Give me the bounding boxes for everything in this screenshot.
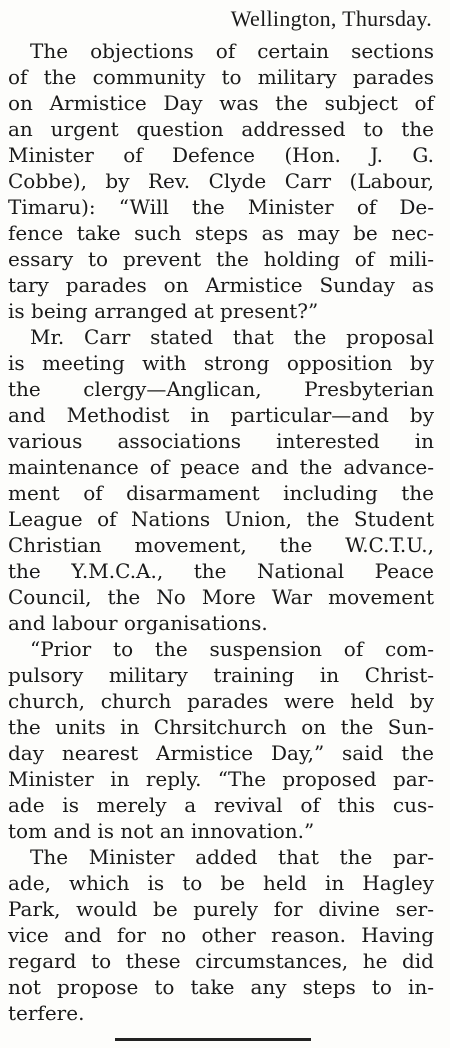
article-line: church, church parades were held by <box>8 689 434 713</box>
article-line: the Y.M.C.A., the National Peace <box>8 559 434 583</box>
article-line: The Minister added that the par- <box>30 845 434 869</box>
article-line: on Armistice Day was the subject of <box>8 91 434 115</box>
article-line: the clergy—Anglican, Presbyterian <box>8 377 434 401</box>
article-line: The objections of certain sections <box>30 39 434 63</box>
article-line: tom and is not an innovation.” <box>8 819 315 843</box>
article-line: of the community to military parades <box>8 65 434 89</box>
end-rule <box>115 1038 311 1041</box>
article-line: day nearest Armistice Day,” said the <box>8 741 434 765</box>
article-line: essary to prevent the holding of mili- <box>8 247 434 271</box>
article-line: an urgent question addressed to the <box>8 117 434 141</box>
article-line: Council, the No More War movement <box>8 585 434 609</box>
article-line: is being arranged at present?” <box>8 299 319 323</box>
article-line: tary parades on Armistice Sunday as <box>8 273 434 297</box>
article-line: pulsory military training in Christ- <box>8 663 434 687</box>
article-line: Timaru): “Will the Minister of De- <box>8 195 434 219</box>
article-line: maintenance of peace and the advance- <box>8 455 434 479</box>
dateline: Wellington, Thursday. <box>230 6 432 31</box>
article-line: regard to these circumstances, he did <box>8 949 434 973</box>
article-line: ade is merely a revival of this cus- <box>8 793 434 817</box>
article-line: various associations interested in <box>8 429 434 453</box>
article-line: Park, would be purely for divine ser- <box>8 897 434 921</box>
article-line: “Prior to the suspension of com- <box>30 637 434 661</box>
article-line: Cobbe), by Rev. Clyde Carr (Labour, <box>8 169 434 193</box>
article-line: Minister of Defence (Hon. J. G. <box>8 143 434 167</box>
article-line: not propose to take any steps to in- <box>8 975 434 999</box>
article-line: League of Nations Union, the Student <box>8 507 434 531</box>
article-line: ment of disarmament including the <box>8 481 434 505</box>
article-line: and labour organisations. <box>8 611 268 635</box>
article-line: ade, which is to be held in Hagley <box>8 871 434 895</box>
article-line: Christian movement, the W.C.T.U., <box>8 533 434 557</box>
article-line: terfere. <box>8 1001 85 1025</box>
article-line: the units in Chrsitchurch on the Sun- <box>8 715 434 739</box>
article-line: vice and for no other reason. Having <box>8 923 434 947</box>
article-line: Mr. Carr stated that the proposal <box>30 325 434 349</box>
article-line: Minister in reply. “The proposed par- <box>8 767 434 791</box>
article-line: and Methodist in particular—and by <box>8 403 434 427</box>
article-line: fence take such steps as may be nec- <box>8 221 434 245</box>
article-line: is meeting with strong opposition by <box>8 351 434 375</box>
